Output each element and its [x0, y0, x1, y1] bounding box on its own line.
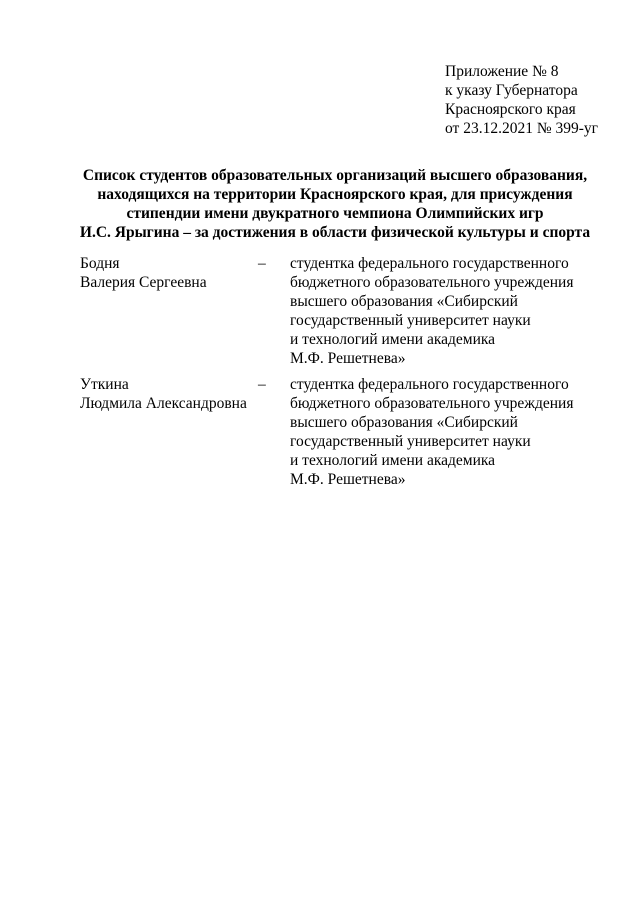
description-line: бюджетного образовательного учреждения — [290, 395, 574, 412]
student-description — [290, 375, 600, 489]
student-description — [290, 254, 600, 368]
description-line: и технологий имени академика — [290, 452, 496, 469]
document-title — [60, 166, 610, 242]
description-line: бюджетного образовательного учреждения — [290, 274, 574, 291]
appendix-line: Приложение № 8 — [445, 63, 559, 80]
description-line: высшего образования «Сибирский — [290, 293, 518, 310]
student-name — [80, 254, 260, 292]
student-surname: Бодня — [80, 255, 120, 272]
description-line: высшего образования «Сибирский — [290, 414, 518, 431]
title-line: стипендии имени двукратного чемпиона Олимпийских игр — [126, 205, 544, 222]
title-line: И.С. Ярыгина – за достижения в области физической культуры и спорта — [79, 224, 591, 241]
description-line: государственный университет науки — [290, 433, 531, 450]
title-line: находящихся на территории Красноярского края, для присуждения — [97, 186, 573, 203]
appendix-line: Красноярского края — [445, 101, 576, 118]
student-given-name: Людмила Александровна — [80, 395, 247, 412]
student-surname: Уткина — [80, 376, 129, 393]
description-line: и технологий имени академика — [290, 331, 496, 348]
description-line: студентка федерального государственного — [290, 376, 569, 393]
description-line: студентка федерального государственного — [290, 255, 569, 272]
appendix-line: к указу Губернатора — [445, 82, 578, 99]
title-line: Список студентов образовательных организаций высшего образования, — [82, 167, 588, 184]
student-name — [80, 375, 260, 413]
appendix-line: от 23.12.2021 № 399-уг — [445, 120, 599, 137]
description-line: М.Ф. Решетнева» — [290, 471, 406, 488]
description-line: М.Ф. Решетнева» — [290, 350, 406, 367]
student-given-name: Валерия Сергеевна — [80, 274, 207, 291]
entry-dash: – — [258, 376, 266, 393]
entry-dash: – — [258, 255, 266, 272]
description-line: государственный университет науки — [290, 312, 531, 329]
appendix-header — [445, 62, 598, 138]
